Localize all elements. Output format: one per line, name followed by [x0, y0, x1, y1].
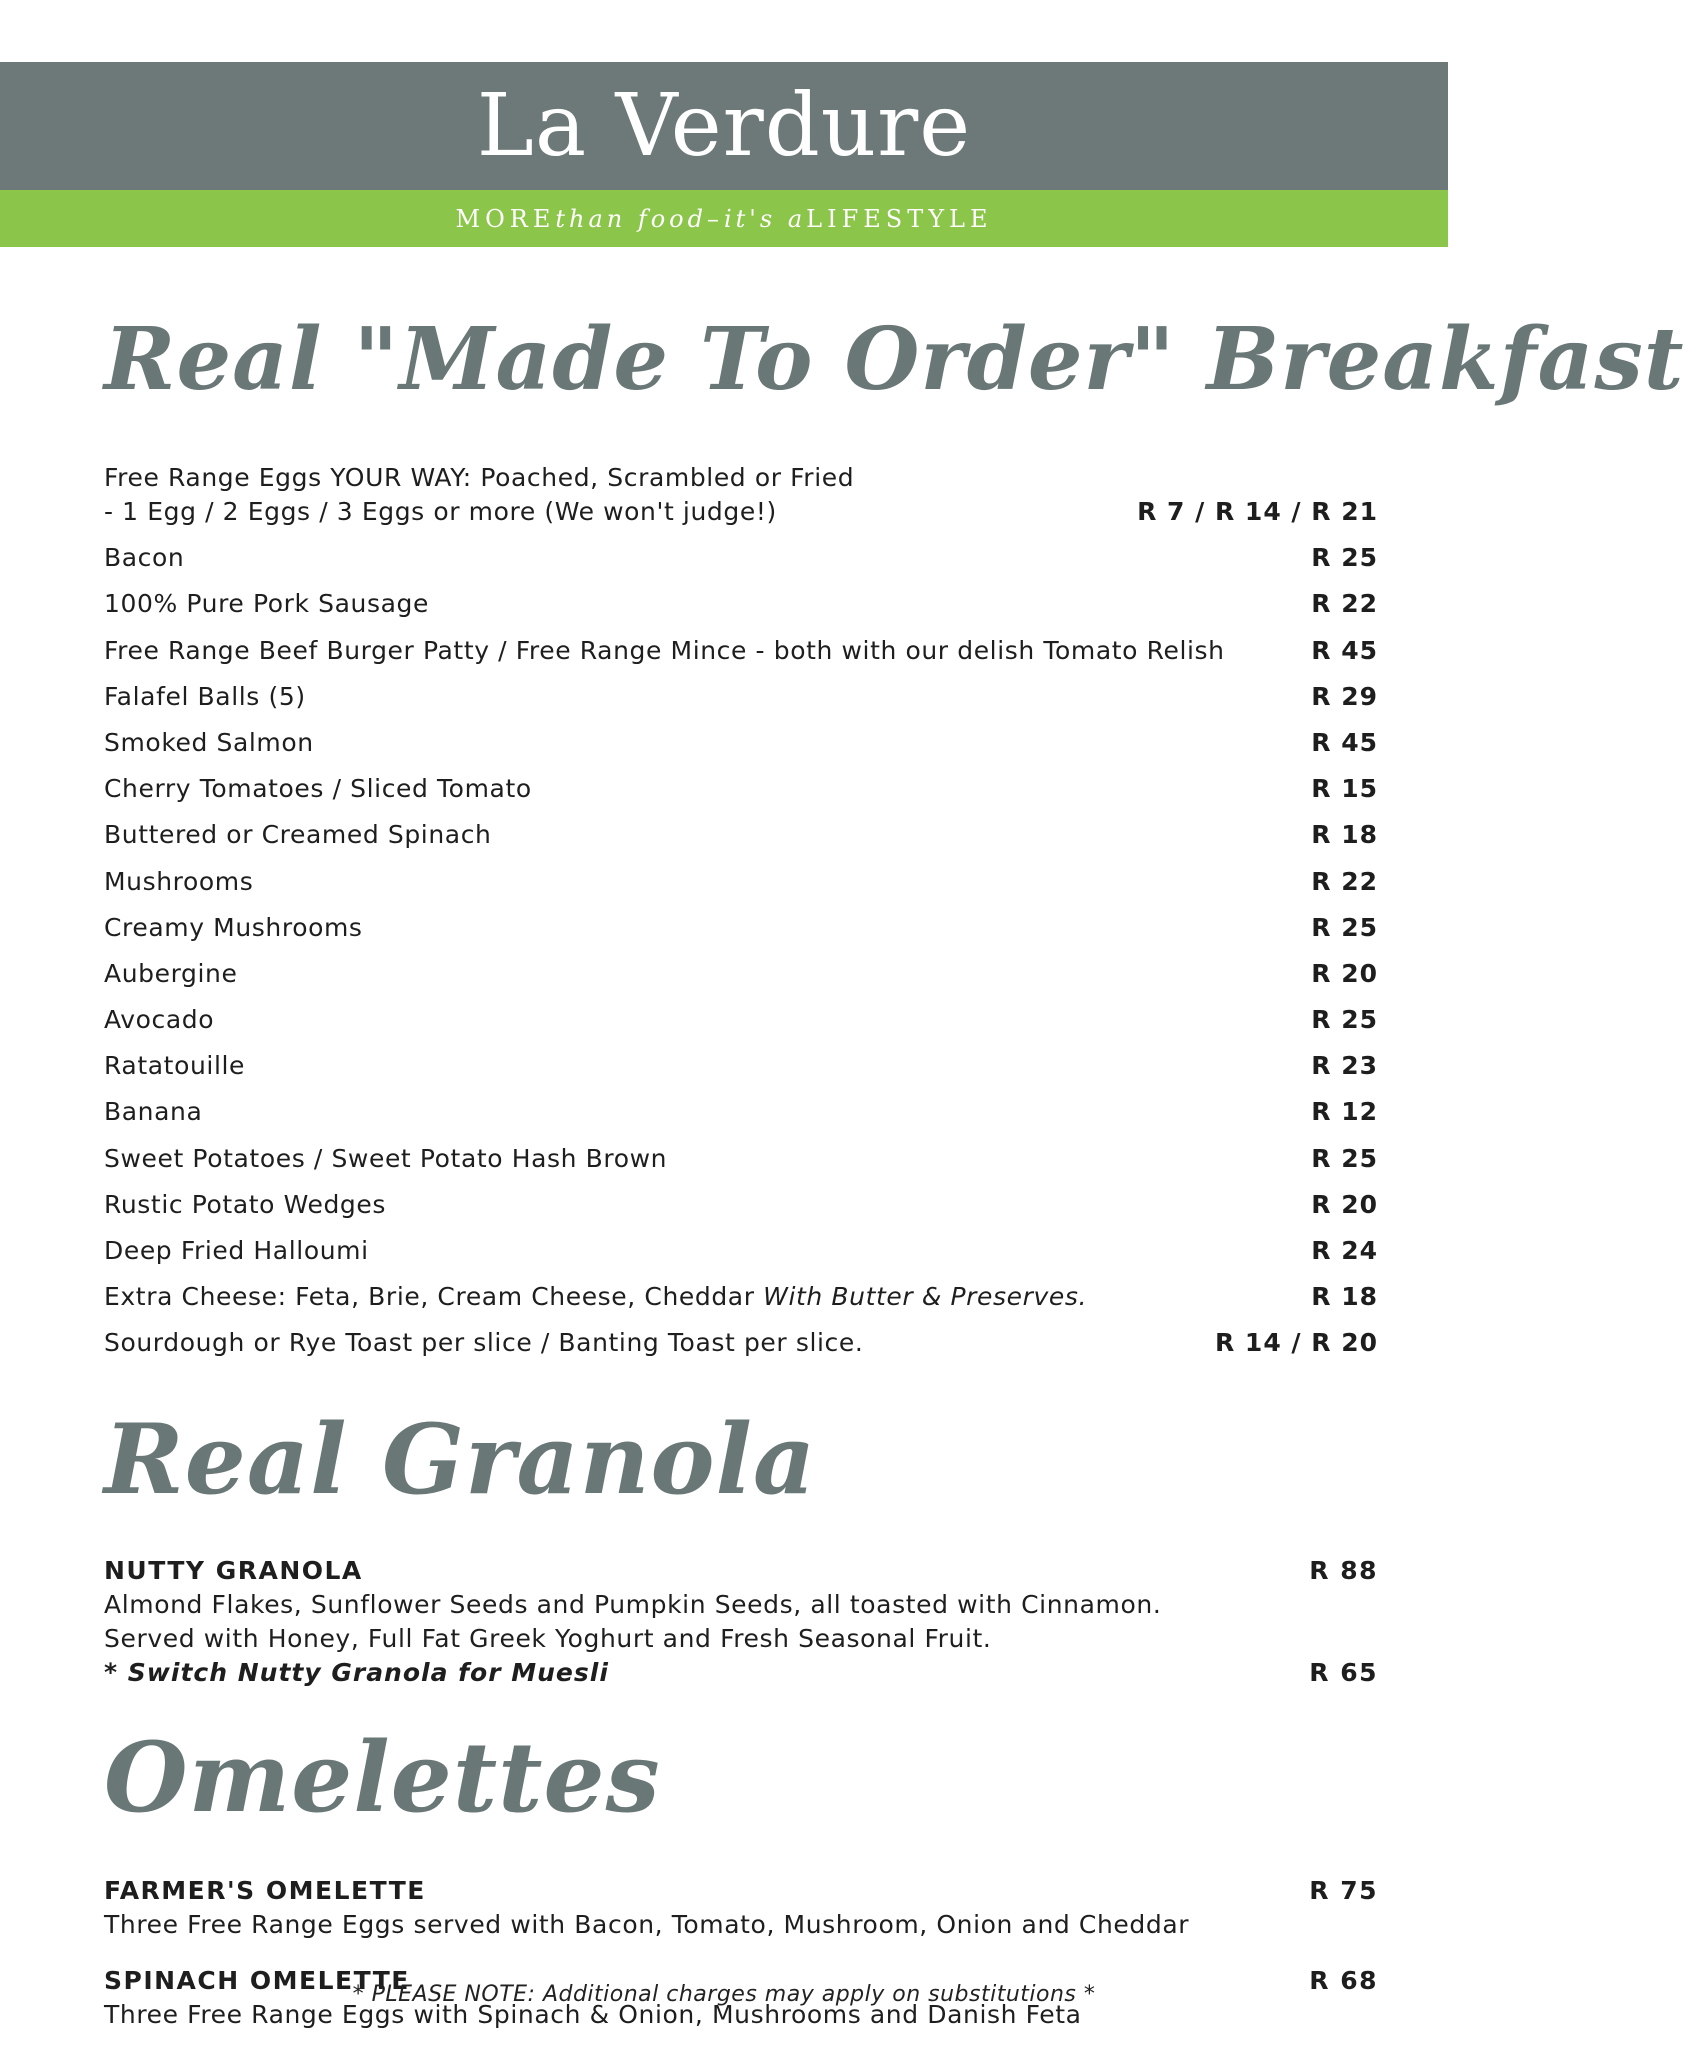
- item-name: Falafel Balls (5): [104, 681, 306, 711]
- list-item: [104, 1137, 1378, 1183]
- item-name: Sweet Potatoes / Sweet Potato Hash Brown: [104, 1143, 668, 1173]
- tagline-part: –: [706, 204, 724, 233]
- item-name: Mushrooms: [104, 866, 254, 896]
- item-price: R 68: [1309, 1966, 1378, 1996]
- item-price: R 22: [1311, 589, 1378, 619]
- item-name-text: Extra Cheese: Feta, Brie, Cream Cheese, Cheddar: [104, 1282, 755, 1312]
- item-price: R 29: [1311, 681, 1378, 711]
- list-item: [104, 1091, 1378, 1137]
- item-name: Aubergine: [104, 958, 238, 988]
- item-price: R 14 / R 20: [1214, 1328, 1378, 1358]
- list-item: [104, 999, 1378, 1045]
- breakfast-section: [104, 309, 1684, 1368]
- item-title: FARMER'S OMELETTE: [104, 1876, 426, 1906]
- item-description: Served with Honey, Full Fat Greek Yoghurt and Fresh Seasonal Fruit.: [104, 1624, 992, 1654]
- tagline-part: LIFESTYLE: [806, 204, 993, 233]
- item-price: R 25: [1311, 912, 1378, 942]
- item-head: [104, 1874, 1378, 1908]
- item-name-italic: With Butter & Preserves.: [754, 1282, 1088, 1312]
- menu-item: [104, 1874, 1378, 1942]
- brand-name: La Verdure: [476, 76, 972, 176]
- omelettes-title: Omelettes: [104, 1721, 661, 1835]
- item-name: Bacon: [104, 543, 185, 573]
- item-price: R 12: [1311, 1097, 1378, 1127]
- item-name: Cherry Tomatoes / Sliced Tomato: [104, 774, 532, 804]
- menu-header: [0, 62, 1448, 247]
- menu-content: [104, 247, 1684, 2032]
- variant-note: * Switch Nutty Granola for Muesli: [104, 1658, 609, 1688]
- list-item: [104, 1230, 1378, 1276]
- item-price: R 20: [1311, 1189, 1378, 1219]
- list-item: [104, 953, 1378, 999]
- item-description: Almond Flakes, Sunflower Seeds and Pumpkin Seeds, all toasted with Cinnamon.: [104, 1590, 1162, 1620]
- list-item: [104, 860, 1378, 906]
- list-item: [104, 676, 1378, 722]
- breakfast-list: [104, 463, 1378, 1368]
- substitution-note: * PLEASE NOTE: Additional charges may apply on substitutions *: [352, 1982, 1096, 2007]
- granola-section: [104, 1403, 1378, 1690]
- item-name: Deep Fried Halloumi: [104, 1236, 369, 1265]
- item-price: R 7 / R 14 / R 21: [1137, 497, 1378, 526]
- item-name: Free Range Beef Burger Patty / Free Range Mince - both with our delish Tomato Relish: [104, 635, 1225, 665]
- list-item: [104, 768, 1378, 814]
- list-item: [104, 722, 1378, 768]
- menu-item: [104, 1554, 1378, 1690]
- brand-bar: [0, 62, 1448, 190]
- list-item: [104, 814, 1378, 860]
- item-name-line: - 1 Egg / 2 Eggs / 3 Eggs or more (We won't judge!): [104, 497, 777, 526]
- tagline: [0, 190, 1448, 247]
- item-price: R 45: [1311, 727, 1378, 757]
- item-name: Creamy Mushrooms: [104, 912, 363, 942]
- item-price: R 45: [1311, 635, 1378, 665]
- list-item: [104, 537, 1378, 583]
- item-name-line: Free Range Eggs YOUR WAY: Poached, Scrambled or Fried: [104, 463, 855, 492]
- item-name: Sourdough or Rye Toast per slice / Banting Toast per slice.: [104, 1328, 864, 1358]
- item-price: R 23: [1311, 1051, 1378, 1081]
- item-name: Smoked Salmon: [104, 727, 314, 757]
- item-name: Banana: [104, 1097, 203, 1127]
- list-item: [104, 1322, 1378, 1368]
- item-price: R 25: [1311, 1005, 1378, 1035]
- list-item: [104, 583, 1378, 629]
- item-head: [104, 1554, 1378, 1588]
- item-price: R 18: [1311, 1282, 1378, 1312]
- item-price: R 25: [1311, 1143, 1378, 1173]
- item-price: R 24: [1311, 1236, 1378, 1265]
- tagline-part: it's a: [723, 204, 807, 233]
- item-price: R 65: [1309, 1658, 1378, 1688]
- list-item: [104, 1045, 1378, 1091]
- tagline-part: MORE: [455, 204, 556, 233]
- item-price: R 25: [1311, 543, 1378, 573]
- item-description: Three Free Range Eggs with Spinach & Onion, Mushrooms and Danish Feta: [104, 2000, 1082, 2030]
- list-item: [104, 907, 1378, 953]
- item-title: SPINACH OMELETTE: [104, 1966, 410, 1996]
- item-variant: [104, 1656, 1378, 1690]
- item-name: Rustic Potato Wedges: [104, 1189, 386, 1219]
- item-price: R 88: [1309, 1556, 1378, 1586]
- item-name: Ratatouille: [104, 1051, 246, 1081]
- granola-title: Real Granola: [104, 1403, 817, 1517]
- item-price: R 20: [1311, 958, 1378, 988]
- item-description: Three Free Range Eggs served with Bacon, Tomato, Mushroom, Onion and Cheddar: [104, 1910, 1190, 1940]
- tagline-part: than food: [555, 204, 707, 233]
- breakfast-title: Real "Made To Order" Breakfast: [104, 309, 1684, 410]
- item-name: [104, 461, 854, 529]
- item-name: [104, 1280, 1087, 1314]
- item-price: R 75: [1309, 1876, 1378, 1906]
- item-name: Avocado: [104, 1005, 215, 1035]
- list-item: [104, 1276, 1378, 1322]
- item-price: R 18: [1311, 820, 1378, 850]
- item-price: R 22: [1311, 866, 1378, 896]
- item-name: 100% Pure Pork Sausage: [104, 589, 429, 619]
- list-item: [104, 629, 1378, 675]
- list-item: [104, 463, 1378, 537]
- list-item: [104, 1184, 1378, 1230]
- top-margin: [0, 0, 1448, 62]
- item-price: R 15: [1311, 774, 1378, 804]
- item-name: Buttered or Creamed Spinach: [104, 820, 492, 850]
- item-title: NUTTY GRANOLA: [104, 1556, 363, 1586]
- omelette-list: [104, 1874, 1378, 2032]
